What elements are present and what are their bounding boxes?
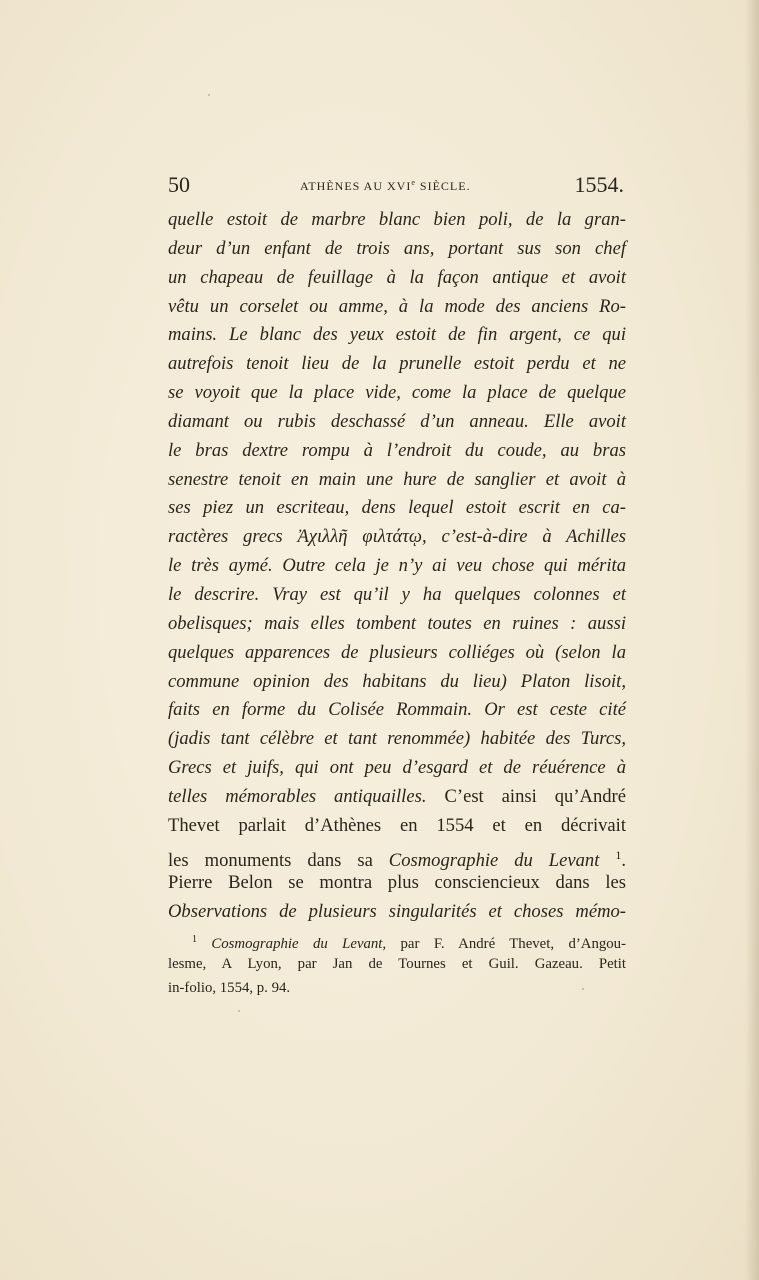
footnote-mark: 1 xyxy=(192,934,197,945)
text-line: ses piez un escriteau, dens lequel estoit escrit en ca- xyxy=(168,497,626,519)
header-year: 1554. xyxy=(574,172,624,197)
text-line: un chapeau de feuillage à la façon antique et avoit xyxy=(168,266,626,288)
text-line: vêtu un corselet ou amme, à la mode des anciens Ro- xyxy=(168,295,626,317)
cosmographie-title: Cosmographie du Levant xyxy=(388,849,600,871)
text-line: commune opinion des habitans du lieu) Platon lisoit, xyxy=(168,670,626,692)
text-line: autrefois tenoit lieu de la prunelle estoit perdu et ne xyxy=(168,353,626,375)
footnote-line: $^1$ Cosmographie du Levant, par F. André Thevet, d’Angou- xyxy=(192,934,626,952)
text-line: quelle estoit de marbre blanc bien poli, de la gran- xyxy=(168,209,626,230)
paper-speck xyxy=(208,94,210,96)
text-line: se voyoit que la place vide, come la place de quelque xyxy=(168,382,626,404)
text-line: Observations de plusieurs singularités et choses mémo- xyxy=(168,901,626,923)
text-line: Thevet parlait d’Athènes en 1554 et en décrivait xyxy=(168,814,626,836)
text-line: Pierre Belon se montra plus consciencieux dans les xyxy=(168,872,626,894)
text-line: les monuments dans sa Cosmographie du Levant $^1$. xyxy=(168,847,626,871)
running-head: ATHÈNES AU XVIe SIÈCLE. xyxy=(300,178,471,193)
text-line: diamant ou rubis deschassé d’un anneau. Elle avoit xyxy=(168,410,626,432)
text-line: le très aymé. Outre cela je n’y ai veu chose qui mérita xyxy=(168,555,626,577)
text-line: quelques apparences de plusieurs colliéges où (selon la xyxy=(168,641,626,663)
text-line: (jadis tant célèbre et tant renommée) habitée des Turcs, xyxy=(168,728,626,750)
text-line: le descrire. Vray est qu’il y ha quelques colonnes et xyxy=(168,583,626,605)
text-line: obelisques; mais elles tombent toutes en ruines : aussi xyxy=(168,612,626,634)
footnote xyxy=(168,928,626,1000)
text-line: faits en forme du Colisée Rommain. Or est ceste cité xyxy=(168,699,626,721)
page-header xyxy=(168,172,624,200)
text-line: deur d’un enfant de trois ans, portant sus son chef xyxy=(168,237,626,259)
page-number: 50 xyxy=(168,172,190,197)
text-line: ractères grecs Ἀχιλλῆ φιλτάτῳ, c’est-à-dire à Achilles xyxy=(168,526,626,548)
footnote-line: lesme, A Lyon, par Jan de Tournes et Guil. Gazeau. Petit xyxy=(168,956,626,972)
paper-speck xyxy=(582,988,584,990)
text-line: le bras dextre rompu à l’endroit du coude, au bras xyxy=(168,439,626,461)
text-line: Grecs et juifs, qui ont peu d’esgard et de réuérence à xyxy=(168,757,626,779)
page-edge-shadow xyxy=(745,0,759,1280)
text-line: telles mémorables antiquailles. C’est ainsi qu’André xyxy=(168,785,626,807)
text-line: senestre tenoit en main une hure de sanglier et avoit à xyxy=(168,468,626,490)
main-text xyxy=(168,206,626,927)
footnote-line: in-folio, 1554, p. 94. xyxy=(168,980,291,996)
text-line: mains. Le blanc des yeux estoit de fin argent, ce qui xyxy=(168,324,626,346)
paper-speck xyxy=(238,1010,240,1012)
footnote-reference[interactable]: 1 xyxy=(615,847,622,862)
